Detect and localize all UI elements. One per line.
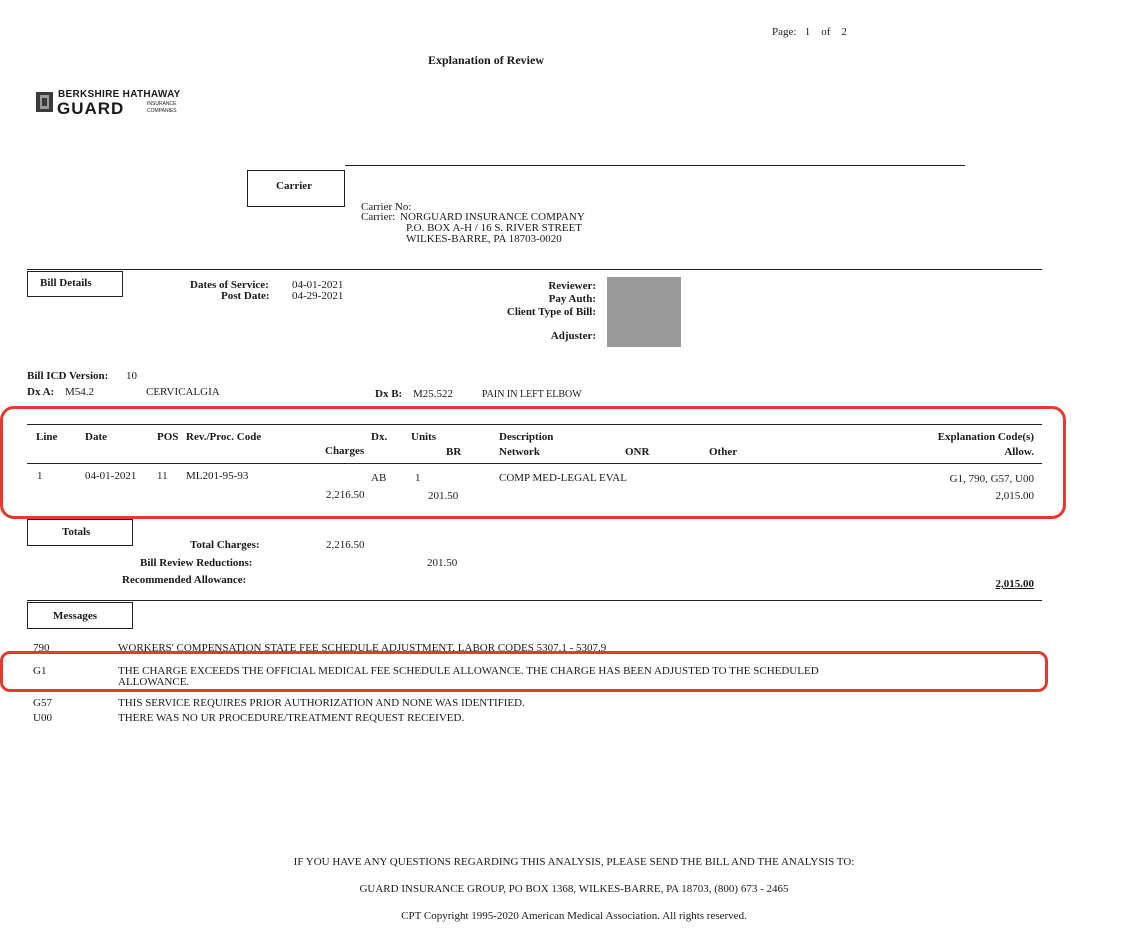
col-date: Date	[85, 431, 107, 443]
dx-a-description: CERVICALGIA	[146, 386, 220, 398]
col-explanation-codes: Explanation Code(s)	[937, 431, 1034, 443]
footer-address: GUARD INSURANCE GROUP, PO BOX 1368, WILKES-BARRE, PA 18703, (800) 673 - 2465	[359, 883, 789, 895]
dx-b-description: PAIN IN LEFT ELBOW	[482, 389, 582, 400]
page-of: of	[821, 26, 831, 38]
dx-b-label: Dx B:	[375, 388, 403, 400]
post-date-value: 04-29-2021	[292, 290, 344, 302]
row-dx: AB	[371, 472, 387, 484]
footer-copyright: CPT Copyright 1995-2020 American Medical Association. All rights reserved.	[401, 910, 747, 922]
carrier-address-line1: P.O. BOX A-H / 16 S. RIVER STREET	[406, 222, 583, 234]
row-line: 1	[37, 470, 43, 482]
col-onr: ONR	[625, 446, 650, 458]
row-br: 201.50	[428, 490, 459, 502]
row-allow: 2,015.00	[995, 490, 1034, 502]
logo-sub2: COMPANIES	[147, 108, 177, 114]
message-text: THIS SERVICE REQUIRES PRIOR AUTHORIZATION AND NONE WAS IDENTIFIED.	[118, 697, 525, 709]
message-code: G1	[33, 665, 47, 677]
col-network: Network	[499, 446, 540, 458]
col-charges: Charges	[325, 445, 365, 457]
row-date: 04-01-2021	[85, 470, 137, 482]
bill-review-reductions-value: 201.50	[427, 557, 458, 569]
document-title: Explanation of Review	[428, 53, 545, 67]
messages-label: Messages	[53, 610, 97, 622]
message-code: G57	[33, 697, 52, 709]
page-label: Page:	[772, 26, 797, 38]
row-explanation-codes: G1, 790, G57, U00	[949, 473, 1034, 485]
message-text: WORKERS' COMPENSATION STATE FEE SCHEDULE ADJUSTMENT. LABOR CODES 5307.1 - 5307.9	[118, 642, 607, 653]
logo-line1: BERKSHIRE HATHAWAY	[58, 89, 181, 100]
dates-of-service-value: 04-01-2021	[292, 279, 344, 291]
recommended-allowance-value: 2,015.00	[995, 578, 1034, 590]
col-allow: Allow.	[1004, 446, 1034, 458]
recommended-allowance-label: Recommended Allowance:	[122, 574, 247, 586]
client-type-label: Client Type of Bill:	[506, 306, 596, 318]
bill-details-label: Bill Details	[40, 277, 92, 289]
dx-a-code: M54.2	[65, 386, 95, 398]
col-dx: Dx.	[371, 431, 388, 443]
total-charges-value: 2,216.50	[326, 539, 365, 551]
page-total: 2	[841, 26, 847, 38]
icd-version-value: 10	[126, 370, 137, 382]
col-pos: POS	[157, 431, 179, 443]
row-pos: 11	[157, 470, 168, 482]
message-code: U00	[33, 712, 52, 724]
bill-review-reductions-label: Bill Review Reductions:	[140, 557, 253, 569]
icd-version-label: Bill ICD Version:	[27, 370, 109, 382]
row-description: COMP MED-LEGAL EVAL	[499, 472, 627, 484]
col-description: Description	[499, 431, 554, 443]
page-number: 1	[804, 26, 811, 38]
logo-sub1: INSURANCE	[147, 101, 177, 107]
carrier-address-line2: WILKES-BARRE, PA 18703-0020	[406, 233, 562, 245]
col-line: Line	[36, 431, 58, 443]
pay-auth-label: Pay Auth:	[548, 293, 596, 305]
logo-line2: GUARD	[57, 99, 125, 118]
message-code: 790	[33, 642, 50, 653]
carrier-name-label: Carrier:	[361, 211, 396, 223]
col-units: Units	[411, 431, 437, 443]
carrier-label: Carrier	[276, 180, 313, 192]
row-units: 1	[415, 472, 421, 484]
footer-questions: IF YOU HAVE ANY QUESTIONS REGARDING THIS ANALYSIS, PLEASE SEND THE BILL AND THE ANALYSIS TO:	[293, 856, 855, 868]
reviewer-label: Reviewer:	[548, 280, 596, 292]
carrier-no-label: Carrier No:	[361, 201, 412, 213]
message-text: THE CHARGE EXCEEDS THE OFFICIAL MEDICAL FEE SCHEDULE ALLOWANCE. THE CHARGE HAS BEEN ADJUSTED TO THE SCHEDULED	[118, 665, 819, 677]
col-other: Other	[709, 446, 738, 458]
row-code: ML201-95-93	[186, 470, 249, 482]
dx-b-code: M25.522	[413, 388, 454, 400]
adjuster-label: Adjuster:	[550, 330, 596, 342]
carrier-name: NORGUARD INSURANCE COMPANY	[400, 211, 585, 223]
col-br: BR	[446, 446, 462, 458]
dates-of-service-label: Dates of Service:	[190, 279, 269, 291]
message-text-continued: ALLOWANCE.	[118, 676, 190, 688]
dx-a-label: Dx A:	[27, 386, 55, 398]
row-charges: 2,216.50	[326, 489, 365, 501]
post-date-label: Post Date:	[221, 290, 270, 302]
col-rev-proc-code: Rev./Proc. Code	[186, 431, 262, 443]
totals-label: Totals	[62, 526, 91, 538]
message-text: THERE WAS NO UR PROCEDURE/TREATMENT REQUEST RECEIVED.	[118, 712, 465, 724]
total-charges-label: Total Charges:	[190, 539, 260, 551]
